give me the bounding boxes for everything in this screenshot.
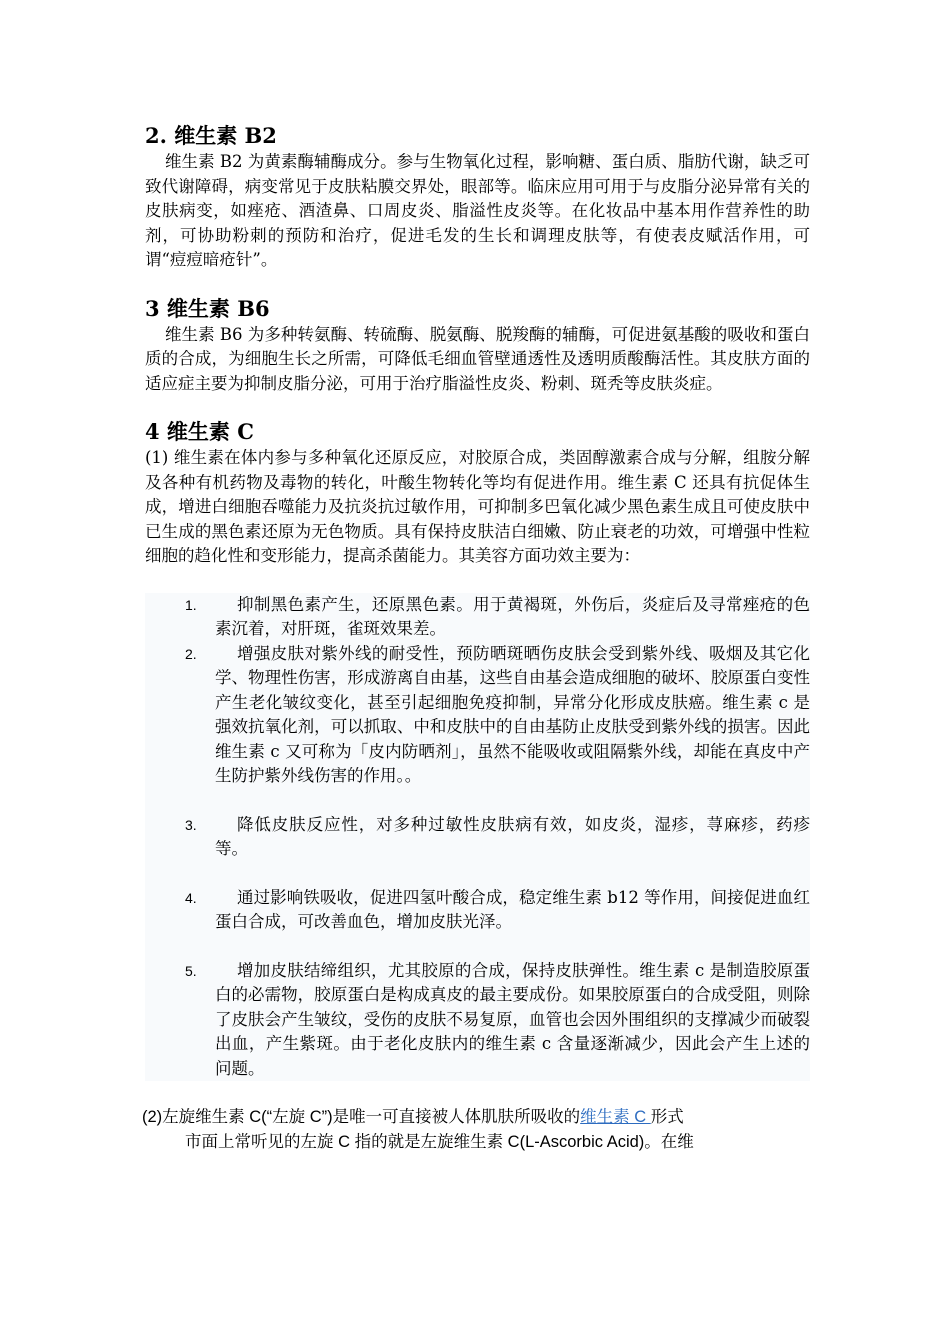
- list-item-text: 增强皮肤对紫外线的耐受性，预防晒斑晒伤皮肤会受到紫外线、吸烟及其它化学、物理性伤害，形成游离自由基，这些自由基会造成细胞的破坏、胶原蛋白变性产生老化皱纹变化，甚至引起细胞免疫抑制，异常分化形成皮肤癌。维生素 c 是强效抗氧化剂，可以抓取、中和皮肤中的自由基防止皮肤受到紫外线的损害。因此维生素 c 又可称为「皮内防晒剂」，虽然不能吸收或阻隔紫外线，却能在真皮中产生防护紫外线伤害的作用。。: [215, 643, 810, 785]
- paragraph-l-ascorbic: [142, 1105, 810, 1154]
- paragraph-b6: 维生素 B6 为多种转氨酶、转硫酶、脱氨酶、脱羧酶的辅酶，可促进氨基酸的吸收和蛋白质的合成，为细胞生长之所需，可降低毛细血管壁通透性及透明质酸酶活性。其皮肤方面的适应症主要为抑制皮脂分泌，可用于治疗脂溢性皮炎、粉刺、斑秃等皮肤炎症。: [145, 324, 810, 393]
- document-page: [142, 122, 810, 1154]
- l-ascorbic-prefix: (2)左旋维生素 C(“左旋 C”)是唯一可直接被人体肌肤所吸收的: [142, 1108, 581, 1126]
- section-vitamin-b6: [145, 295, 810, 397]
- section-vitamin-c: [142, 418, 810, 1154]
- list-item-number: 1.: [185, 596, 197, 613]
- vitamin-c-link[interactable]: 维生素 C: [580, 1108, 651, 1126]
- list-item-number: 5.: [185, 962, 197, 979]
- paragraph-l-ascorbic-line1: [142, 1105, 810, 1130]
- list-item: [145, 886, 810, 959]
- list-item: [145, 593, 810, 642]
- l-ascorbic-suffix: 形式: [650, 1107, 684, 1126]
- list-item-text: 抑制黑色素产生，还原黑色素。用于黄褐斑，外伤后，炎症后及寻常痤疮的色素沉着，对肝斑，雀斑效果差。: [215, 594, 810, 638]
- list-item-number: 2.: [185, 645, 197, 662]
- list-item-number: 3.: [185, 816, 197, 833]
- list-item: [145, 642, 810, 813]
- list-item-text: 增加皮肤结缔组织，尤其胶原的合成，保持皮肤弹性。维生素 c 是制造胶原蛋白的必需物，胶原蛋白是构成真皮的最主要成份。如果胶原蛋白的合成受阻，则除了皮肤会产生皱纹，受伤的皮肤不易复原，血管也会因外围组织的支撑减少而破裂出血，产生紫斑。由于老化皮肤内的维生素 c 含量逐渐减少，因此会产生上述的问题。: [215, 960, 810, 1078]
- paragraph-c-intro: (1) 维生素在体内参与多种氧化还原反应，对胶原合成，类固醇激素合成与分解，组胺分解及各种有机药物及毒物的转化，叶酸生物转化等均有促进作用。维生素 C 还具有抗促体生成，增进白细胞吞噬能力及抗炎抗过敏作用，可抑制多巴氧化减少黑色素生成且可使皮肤中已生成的黑色素还原为无色物质。具有保持皮肤洁白细嫩、防止衰老的功效，可增强中性粒细胞的趋化性和变形能力，提高杀菌能力。其美容方面功效主要为：: [145, 448, 810, 565]
- paragraph-l-ascorbic-line2: 市面上常听见的左旋 C 指的就是左旋维生素 C(L-Ascorbic Acid)。在维: [185, 1132, 694, 1151]
- section-heading-c: 4 维生素 C: [145, 419, 254, 444]
- list-item-text: 通过影响铁吸收，促进四氢叶酸合成，稳定维生素 b12 等作用，间接促进血红蛋白合成，可改善血色，增加皮肤光泽。: [215, 887, 810, 931]
- section-vitamin-b2: [145, 122, 810, 273]
- section-heading-b6: 3 维生素 B6: [145, 295, 270, 321]
- section-heading-b2: 2. 维生素 B2: [145, 123, 277, 148]
- list-item-number: 4.: [185, 889, 197, 906]
- list-item: [145, 959, 810, 1082]
- list-item: [145, 813, 810, 886]
- vitamin-c-benefits-list: [145, 593, 810, 1082]
- paragraph-b2: 维生素 B2 为黄素酶辅酶成分。参与生物氧化过程，影响糖、蛋白质、脂肪代谢，缺乏可致代谢障碍，病变常见于皮肤粘膜交界处，眼部等。临床应用可用于与皮脂分泌异常有关的皮肤病变，如痤疮、酒渣鼻、口周皮炎、脂溢性皮炎等。在化妆品中基本用作营养性的助剂，可协助粉刺的预防和治疗，促进毛发的生长和调理皮肤等，有使表皮赋活作用，可谓“痘痘暗疮针”。: [145, 152, 810, 269]
- list-item-text: 降低皮肤反应性，对多种过敏性皮肤病有效，如皮炎，湿疹，荨麻疹，药疹等。: [215, 814, 810, 858]
